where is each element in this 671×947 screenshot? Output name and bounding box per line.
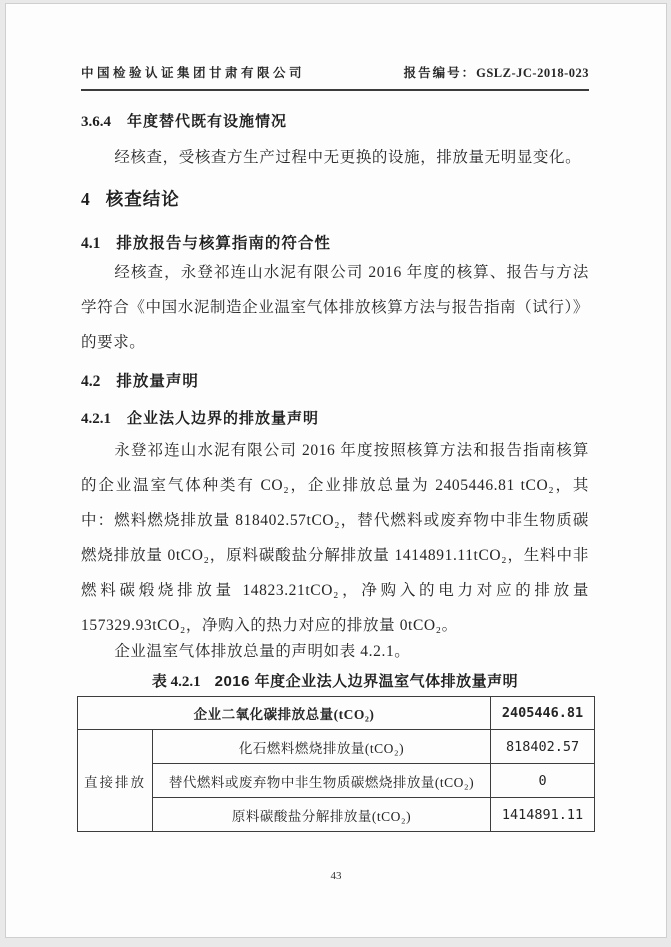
paragraph-4-1: 经核查，永登祁连山水泥有限公司 2016 年度的核算、报告与方法学符合《中国水泥制造企业温室气体排放核算方法与报告指南（试行）》的要求。 [81,264,589,351]
alternative-fuel-label: 替代燃料或废弃物中非生物质碳燃烧排放量(tCO₂) [153,764,491,798]
alternative-fuel-value: 0 [491,764,595,798]
heading-number: 4.1 [81,235,101,252]
section-heading-4 [81,187,589,211]
page-number: 43 [330,870,342,882]
direct-emissions-group-label: 直接排放 [78,730,153,832]
section-heading-4-2 [81,371,589,393]
carbonate-decomposition-value: 1414891.11 [491,798,595,832]
section-heading-4-1 [81,233,589,255]
report-number-code: GSLZ-JC-2018-023 [476,66,589,80]
emissions-table [77,696,595,832]
page-header [81,64,589,91]
heading-number: 4.2.1 [81,411,111,427]
table-row [78,798,595,832]
table-row-total [78,697,595,730]
heading-number: 4.2 [81,373,101,390]
table-caption-title: 2016 年度企业法人边界温室气体排放量声明 [214,673,519,690]
fossil-fuel-value: 818402.57 [491,730,595,764]
table-row [78,730,595,764]
heading-title: 排放报告与核算指南的符合性 [116,235,331,252]
heading-number: 4 [81,189,90,209]
heading-title: 排放量声明 [116,373,199,390]
heading-number: 3.6.4 [81,114,111,130]
heading-title: 年度替代既有设施情况 [127,113,288,130]
table-caption-number: 表 4.2.1 [151,674,201,690]
section-heading-4-2-1 [81,408,589,430]
report-number-label: 报告编号： [403,66,477,80]
page-content [81,4,589,832]
total-emissions-label: 企业二氧化碳排放总量(tCO₂) [78,697,491,730]
section-heading-3-6-4 [81,111,589,133]
heading-title: 企业法人边界的排放量声明 [127,410,320,427]
table-caption [81,672,589,692]
paragraph-4-2-1-table-ref: 企业温室气体排放总量的声明如表 4.2.1。 [114,643,411,660]
total-emissions-value: 2405446.81 [491,697,595,730]
table-row [78,764,595,798]
carbonate-decomposition-label: 原料碳酸盐分解排放量(tCO₂) [153,798,491,832]
fossil-fuel-label: 化石燃料燃烧排放量(tCO₂) [153,730,491,764]
paragraph-3-6-4: 经核查，受核查方生产过程中无更换的设施，排放量无明显变化。 [114,149,582,166]
report-number [404,64,589,82]
heading-title: 核查结论 [105,189,180,209]
company-name: 中国检验认证集团甘肃有限公司 [81,66,306,80]
paragraph-4-2-1-emissions: 永登祁连山水泥有限公司 2016 年度按照核算方法和报告指南核算的企业温室气体种类有 CO₂，企业排放总量为 2405446.81 tCO₂，其中：燃料燃烧排放量 818402.57tCO₂，替代燃料或废弃物中非生物质碳燃烧排放量 0tCO₂，原料碳酸盐分解排放量 1414891.11tCO₂，生料中非燃料碳煅烧排放量 14823.21tCO₂，净购入的电力对应的排放量 157329.93tCO₂，净购入的热力对应的排放量 0tCO₂。 [81,442,589,634]
document-page [5,3,667,938]
